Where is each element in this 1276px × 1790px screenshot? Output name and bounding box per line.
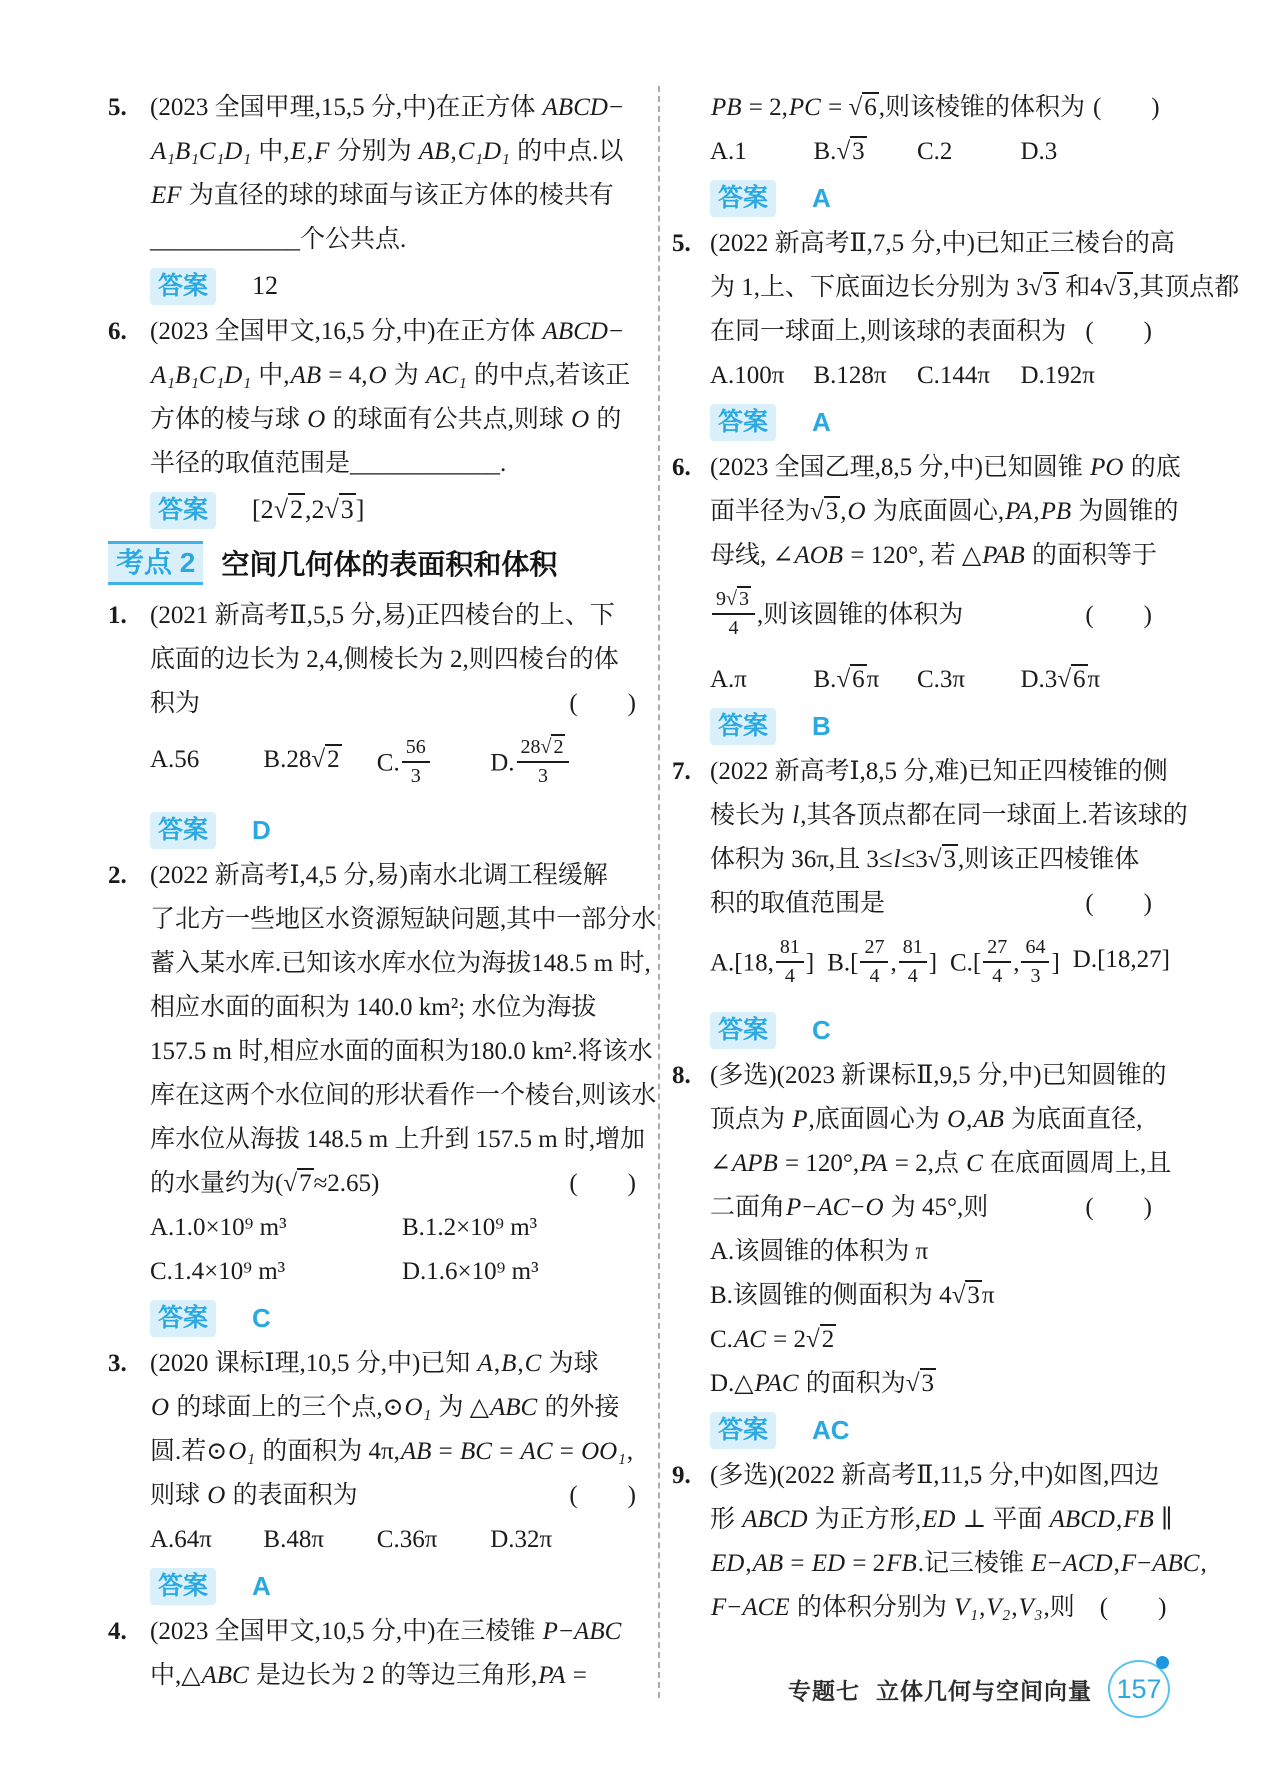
problem-number: 5.	[672, 230, 691, 257]
problem-text-line: 方体的棱与球 O 的球面有公共点,则球 O 的	[150, 406, 622, 433]
footer-chapter: 专题七	[788, 1677, 860, 1704]
answer-row	[710, 400, 1170, 444]
topic-badge: 考点 2	[108, 541, 203, 585]
answer-value: C	[252, 1302, 271, 1333]
option-a: A.[18, $\frac{81}{4}$ ]	[710, 936, 815, 987]
problem-text-line: 母线, ∠AOB = 120°, 若 △PAB 的面积等于	[710, 542, 1157, 569]
problem-6-right	[670, 446, 1181, 748]
problem-text-line: (2022 新高考Ⅰ,8,5 分,难)已知正四棱锥的侧	[710, 758, 1168, 785]
option-a: A.1.0×10⁹ m³	[150, 1214, 287, 1241]
option-c: C.[ $\frac{27}{4}$ , $\frac{64}{3}$ ]	[949, 936, 1060, 987]
two-column-layout	[106, 86, 1240, 1698]
problem-number: 4.	[108, 1618, 127, 1645]
option-a: A.1	[710, 138, 747, 165]
answer-badge: 答案	[150, 268, 216, 305]
problem-text-line: ED,AB = ED = 2FB.记三棱锥 E−ACD,F−ABC,	[711, 1550, 1207, 1577]
problem-6	[106, 310, 654, 532]
option-d: D.32π	[490, 1526, 553, 1553]
problem-text-line: 157.5 m 时,相应水面的面积为180.0 km².将该水	[150, 1038, 653, 1065]
problem-number: 7.	[672, 758, 691, 785]
problem-text-line: 二面角P−AC−O 为 45°,则 ( )	[710, 1186, 1170, 1230]
option-c: C.36π	[376, 1526, 438, 1553]
problem-text-line: 为 1,上、下底面边长分别为 3√3 和4√3,其顶点都	[710, 274, 1240, 301]
problem-2	[106, 854, 657, 1340]
answer-badge: 答案	[150, 492, 216, 529]
problem-1	[106, 594, 654, 852]
answer-value: C	[812, 1014, 831, 1045]
answer-parens: ( )	[1085, 601, 1152, 629]
problem-text-line: 了北方一些地区水资源短缺问题,其中一部分水	[150, 906, 657, 933]
problem-number: 1.	[108, 602, 127, 629]
problem-text-line: (2023 全国甲文,10,5 分,中)在三棱锥 P−ABC	[150, 1618, 622, 1645]
answer-parens: ( )	[569, 690, 636, 717]
answer-badge: 答案	[710, 404, 776, 441]
answer-row	[150, 488, 654, 532]
options-row	[710, 354, 1124, 398]
topic-title: 空间几何体的表面积和体积	[221, 549, 558, 580]
column-divider	[658, 86, 660, 1698]
option-b: B.√6π	[813, 666, 880, 693]
answer-parens: ( )	[569, 1482, 636, 1509]
answer-badge: 答案	[150, 812, 216, 849]
problem-9-right	[670, 1454, 1207, 1630]
problem-text-line: 形 ABCD 为正方形,ED ⊥ 平面 ABCD,FB ∥	[710, 1506, 1173, 1533]
problem-text-line: PB = 2,PC = √6,则该棱锥的体积为 ( )	[710, 86, 1170, 130]
answer-row	[150, 1296, 654, 1340]
answer-badge: 答案	[710, 1412, 776, 1449]
problem-number: 6.	[672, 454, 691, 481]
problem-number: 5.	[108, 94, 127, 121]
footer-section-title: 立体几何与空间向量	[876, 1677, 1092, 1704]
choice-d: D.△PAC 的面积为√3	[710, 1370, 935, 1397]
answer-row	[710, 704, 1170, 748]
answer-value: D	[252, 814, 271, 845]
answer-parens: ( )	[1085, 318, 1152, 345]
problem-text-line: ____________个公共点.	[150, 226, 407, 253]
problem-text-line: A₁B₁C₁D₁ 中,E,F 分别为 AB,C₁D₁ 的中点.以	[151, 138, 624, 165]
option-d: D.192π	[1020, 362, 1095, 389]
choice-c: C.AC = 2√2	[710, 1326, 835, 1353]
option-b: B.[ $\frac{27}{4}$ , $\frac{81}{4}$ ]	[827, 936, 938, 987]
option-a: A.64π	[150, 1526, 212, 1553]
options-row	[710, 130, 1124, 174]
problem-text-line: 圆.若⊙O₁ 的面积为 4π,AB = BC = AC = OO₁,	[150, 1438, 634, 1465]
problem-text-line: (多选)(2023 新课标Ⅱ,9,5 分,中)已知圆锥的	[710, 1062, 1167, 1089]
answer-badge: 答案	[710, 708, 776, 745]
problem-text-line: A₁B₁C₁D₁ 中,AB = 4,O 为 AC₁ 的中点,若该正	[151, 362, 631, 389]
answer-value: A	[252, 1570, 271, 1601]
problem-text-line: (2022 新高考Ⅱ,7,5 分,中)已知正三棱台的高	[710, 230, 1175, 257]
option-d: D.3	[1020, 138, 1058, 165]
problem-number: 9.	[672, 1462, 691, 1489]
answer-parens: ( )	[1092, 94, 1160, 121]
option-b: B.1.2×10⁹ m³	[402, 1214, 538, 1241]
problem-text-line: (2020 课标Ⅰ理,10,5 分,中)已知 A,B,C 为球	[150, 1350, 599, 1377]
answer-value: [2√2,2√3]	[252, 495, 365, 524]
option-c: C.2	[917, 138, 953, 165]
options-row	[150, 1206, 654, 1294]
problem-text-line: (多选)(2022 新高考Ⅱ,11,5 分,中)如图,四边	[710, 1462, 1160, 1489]
option-d: D. $\frac{28√ 2}{3}$	[490, 738, 603, 792]
answer-value: B	[812, 710, 831, 741]
answer-badge: 答案	[710, 1012, 776, 1049]
problem-3	[106, 1342, 654, 1608]
answer-value: 12	[252, 271, 279, 300]
option-d: D.3√6π	[1020, 666, 1101, 693]
problem-text-line: (2023 全国甲文,16,5 分,中)在正方体 ABCD−	[150, 318, 624, 345]
problem-text-line: 半径的取值范围是____________.	[150, 450, 507, 477]
topic-header	[106, 538, 654, 588]
answer-row	[710, 176, 1170, 220]
option-a: A.π	[710, 666, 747, 693]
answer-parens: ( )	[1085, 890, 1152, 917]
option-b: B.48π	[263, 1526, 324, 1553]
options-row	[710, 658, 1124, 702]
problem-text-line: 积的取值范围是 ( )	[710, 882, 1170, 926]
problem-text-line: (2021 新高考Ⅱ,5,5 分,易)正四棱台的上、下	[150, 602, 615, 629]
answer-badge: 答案	[150, 1568, 216, 1605]
problem-text-line: 棱长为 l,其各顶点都在同一球面上.若该球的	[710, 802, 1188, 829]
answer-row	[710, 1408, 1170, 1452]
problem-text-line: (2023 全国甲理,15,5 分,中)在正方体 ABCD−	[150, 94, 624, 121]
choice-b: B.该圆锥的侧面积为 4√3π	[710, 1282, 995, 1309]
answer-value: AC	[812, 1414, 850, 1445]
right-column	[670, 86, 1240, 1698]
problem-text-line: (2022 新高考Ⅰ,4,5 分,易)南水北调工程缓解	[150, 862, 608, 889]
option-a: A.56	[150, 746, 200, 773]
problem-text-line: 底面的边长为 2,4,侧棱长为 2,则四棱台的体	[150, 646, 619, 673]
page-dot-icon	[1156, 1656, 1169, 1669]
option-c: C. $\frac{56}{3}$	[377, 738, 490, 792]
problem-text-line: 在同一球面上,则该球的表面积为 ( )	[710, 310, 1170, 354]
problem-text-line: 库在这两个水位间的形状看作一个棱台,则该水	[150, 1082, 657, 1109]
choice-a: A.该圆锥的体积为 π	[710, 1238, 929, 1265]
problem-text-line: 顶点为 P,底面圆心为 O,AB 为底面直径,	[710, 1106, 1143, 1133]
answer-row	[150, 1564, 654, 1608]
option-b: B.28√2	[263, 746, 340, 773]
problem-text-line: EF 为直径的球的球面与该正方体的棱共有	[151, 182, 614, 209]
option-c: C.144π	[917, 362, 991, 389]
option-d: D.1.6×10⁹ m³	[402, 1258, 539, 1285]
problem-text-line: 相应水面的面积为 140.0 km²; 水位为海拔	[150, 994, 597, 1021]
problem-number: 2.	[108, 862, 127, 889]
problem-text-line: 面半径为√3,O 为底面圆心,PA,PB 为圆锥的	[710, 498, 1179, 525]
answer-badge: 答案	[150, 1300, 216, 1337]
problem-4-continued	[670, 86, 1170, 220]
option-c: C.3π	[917, 666, 966, 693]
answer-value: A	[812, 406, 831, 437]
options-row	[150, 726, 604, 806]
answer-badge: 答案	[710, 180, 776, 217]
problem-text-line: (2023 全国乙理,8,5 分,中)已知圆锥 PO 的底	[710, 454, 1181, 481]
page-number-circle	[1108, 1660, 1170, 1718]
answer-value: A	[812, 182, 831, 213]
problem-5	[106, 86, 654, 308]
page-footer	[0, 1660, 1170, 1718]
problem-7-right	[670, 750, 1188, 1052]
options-row	[150, 1518, 604, 1562]
problem-text-line: 则球 O 的表面积为 ( )	[150, 1474, 654, 1518]
problem-text-line: F−ACE 的体积分别为 V₁,V₂,V₃,则 ( )	[711, 1594, 1167, 1621]
page-number: 157	[1116, 1673, 1162, 1704]
option-b: B.√3	[813, 138, 865, 165]
problem-text-line: 库水位从海拔 148.5 m 上升到 157.5 m 时,增加	[150, 1126, 646, 1153]
problem-number: 3.	[108, 1350, 127, 1377]
problem-text-line: O 的球面上的三个点,⊙O₁ 为 △ABC 的外接	[151, 1394, 620, 1421]
answer-row	[710, 1008, 1170, 1052]
problem-text-line: 的水量约为(√7≈2.65) ( )	[150, 1162, 654, 1206]
problem-text-line: 积为 ( )	[150, 682, 654, 726]
problem-text-line: 蓄入某水库.已知该水库水位为海拔148.5 m 时,	[150, 950, 651, 977]
problem-number: 6.	[108, 318, 127, 345]
problem-8-right	[670, 1054, 1170, 1452]
problem-text-line: 中,△ABC 是边长为 2 的等边三角形,PA =	[150, 1662, 587, 1689]
answer-row	[150, 264, 654, 308]
answer-parens: ( )	[1085, 1194, 1152, 1221]
problem-number: 8.	[672, 1062, 691, 1089]
answer-parens: ( )	[569, 1170, 636, 1197]
answer-row	[150, 808, 654, 852]
problem-text-line: 体积为 36π,且 3≤l≤3√3,则该正四棱锥体	[710, 846, 1140, 873]
option-a: A.100π	[710, 362, 785, 389]
problem-text-line: ∠APB = 120°,PA = 2,点 C 在底面圆周上,且	[710, 1150, 1172, 1177]
problem-text-line: $\frac{9√ 3}{4}$ ,则该圆锥的体积为 ( )	[710, 578, 1170, 658]
left-column	[106, 86, 657, 1698]
option-c: C.1.4×10⁹ m³	[150, 1258, 286, 1285]
problem-5-right	[670, 222, 1240, 444]
option-b: B.128π	[813, 362, 887, 389]
option-d: D.[18,27]	[1072, 946, 1170, 973]
options-row	[710, 926, 1170, 1006]
